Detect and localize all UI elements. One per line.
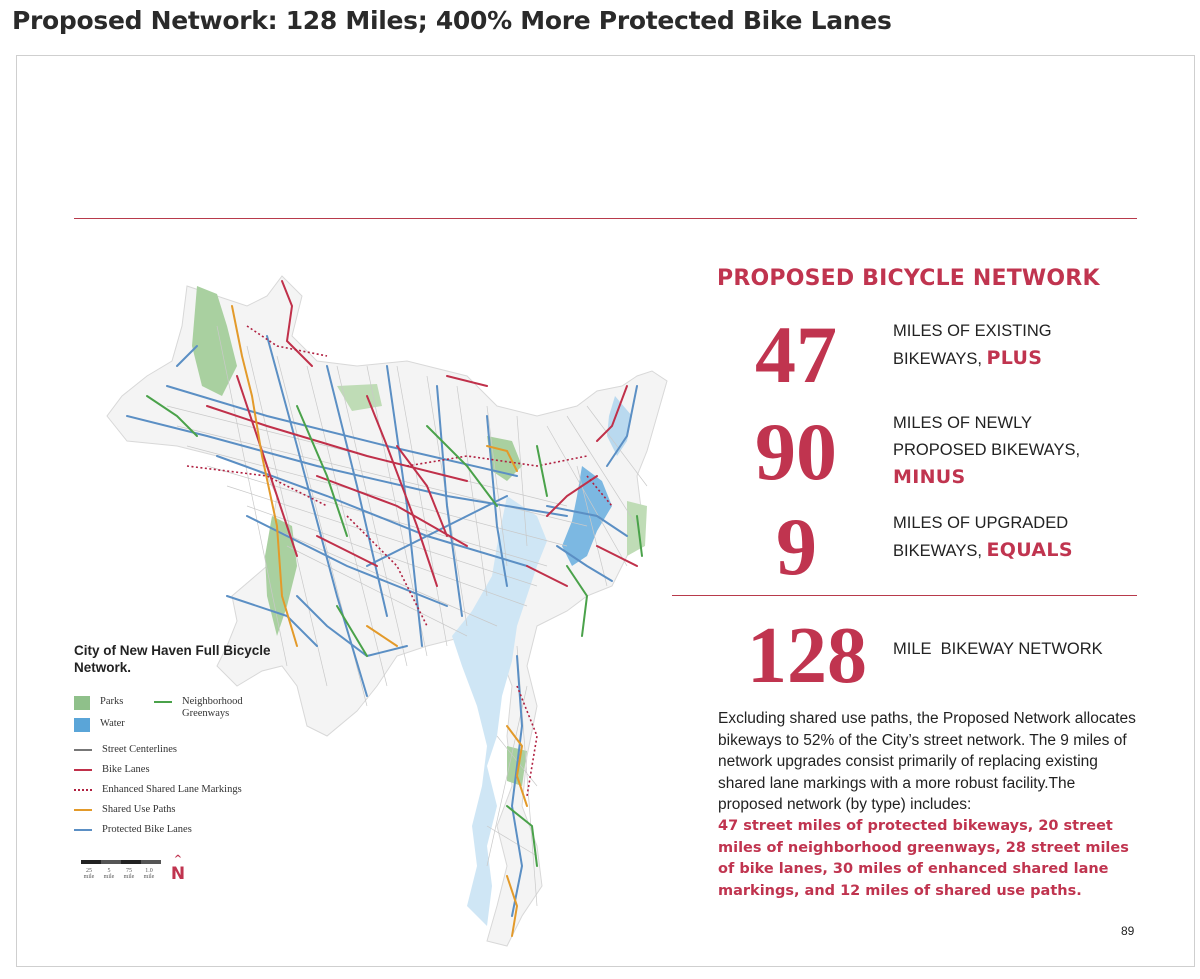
stat-text-existing: MILES OF EXISTING BIKEWAYS, PLUS bbox=[893, 322, 1052, 369]
legend-greenways: Neighborhood Greenways bbox=[154, 696, 264, 720]
total-number: 128 bbox=[747, 612, 867, 700]
connector-minus: MINUS bbox=[893, 466, 966, 488]
network-breakdown: 47 street miles of protected bikeways, 20 street miles of neighborhood greenways, 28 street miles of bike lanes, 30 miles of enhanced shared lane markings, and 12 miles of shared use paths. bbox=[718, 818, 1129, 899]
map-legend bbox=[74, 696, 314, 876]
connector-plus: PLUS bbox=[986, 347, 1043, 369]
water-swatch bbox=[74, 718, 90, 732]
north-arrow-icon: ^ N bbox=[170, 854, 186, 884]
parks-swatch bbox=[74, 696, 90, 710]
park-east2 bbox=[627, 501, 647, 556]
greenway-swatch bbox=[154, 701, 172, 703]
shared-use-swatch bbox=[74, 809, 92, 811]
document-page: PROPOSED BICYCLE NETWORK 47 MILES OF EXISTING BIKEWAYS, PLUS 90 MILES OF NEWLY PROPOSED BIKEWAYS, MINUS 9 MILES OF UPGRADED BIKEWAYS, EQUALS 128 MILE BIKEWAY NETWORK Excluding shared use paths, the Proposed Network allocates bikeways to 52% of the City’s street network. The 9 miles of network upgrades consist primarily of replacing existing shared lane markings with a more robust facility.The proposed network (by type) includes: 47 street miles of protected bikeways, 20 street miles of neighborhood greenways, 28 street miles of bike lanes, 30 miles of enhanced shared lane markings, and 12 miles of shared use paths. 89 City of New Haven Full Bicycle Network. Parks Neighborhood Greenways Water Street Centerlines Bike Lanes Enhanced Shared Lane Markings Shared Use Paths Protected Bike Lanes 25 mile 5 mile 75 mile 1.0 mile ^ N bbox=[16, 55, 1195, 967]
section-heading: PROPOSED BICYCLE NETWORK bbox=[717, 266, 1100, 291]
protected-swatch bbox=[74, 829, 92, 831]
connector-equals: EQUALS bbox=[986, 539, 1073, 561]
total-label: MILE BIKEWAY NETWORK bbox=[893, 640, 1103, 658]
stat-number-proposed: 90 bbox=[755, 406, 837, 497]
enhanced-shared-swatch bbox=[74, 789, 92, 791]
legend-enhanced-shared: Enhanced Shared Lane Markings bbox=[74, 784, 242, 796]
legend-parks: Parks bbox=[74, 696, 123, 710]
bike-lane-swatch bbox=[74, 769, 92, 771]
stat-number-existing: 47 bbox=[755, 309, 837, 400]
total-divider bbox=[672, 595, 1137, 596]
stat-number-upgraded: 9 bbox=[776, 501, 817, 592]
stat-text-proposed: MILES OF NEWLY PROPOSED BIKEWAYS, MINUS bbox=[893, 414, 1081, 488]
page-title: Proposed Network: 128 Miles; 400% More Protected Bike Lanes bbox=[12, 6, 892, 35]
page-number: 89 bbox=[1121, 924, 1135, 938]
map-caption: City of New Haven Full Bicycle Network. bbox=[74, 643, 271, 675]
street-swatch bbox=[74, 749, 92, 751]
legend-bike-lanes: Bike Lanes bbox=[74, 764, 150, 776]
legend-street-centerlines: Street Centerlines bbox=[74, 744, 177, 756]
legend-water: Water bbox=[74, 718, 125, 732]
legend-protected: Protected Bike Lanes bbox=[74, 824, 192, 836]
legend-shared-use: Shared Use Paths bbox=[74, 804, 176, 816]
top-divider bbox=[74, 218, 1137, 219]
stat-text-upgraded: MILES OF UPGRADED BIKEWAYS, EQUALS bbox=[893, 514, 1073, 561]
description-paragraph: Excluding shared use paths, the Proposed Network allocates bikeways to 52% of the City’s street network. The 9 miles of network upgrades consist primarily of replacing existing shared lane markings with a more robust facility.The proposed network (by type) includes: bbox=[718, 710, 1136, 813]
